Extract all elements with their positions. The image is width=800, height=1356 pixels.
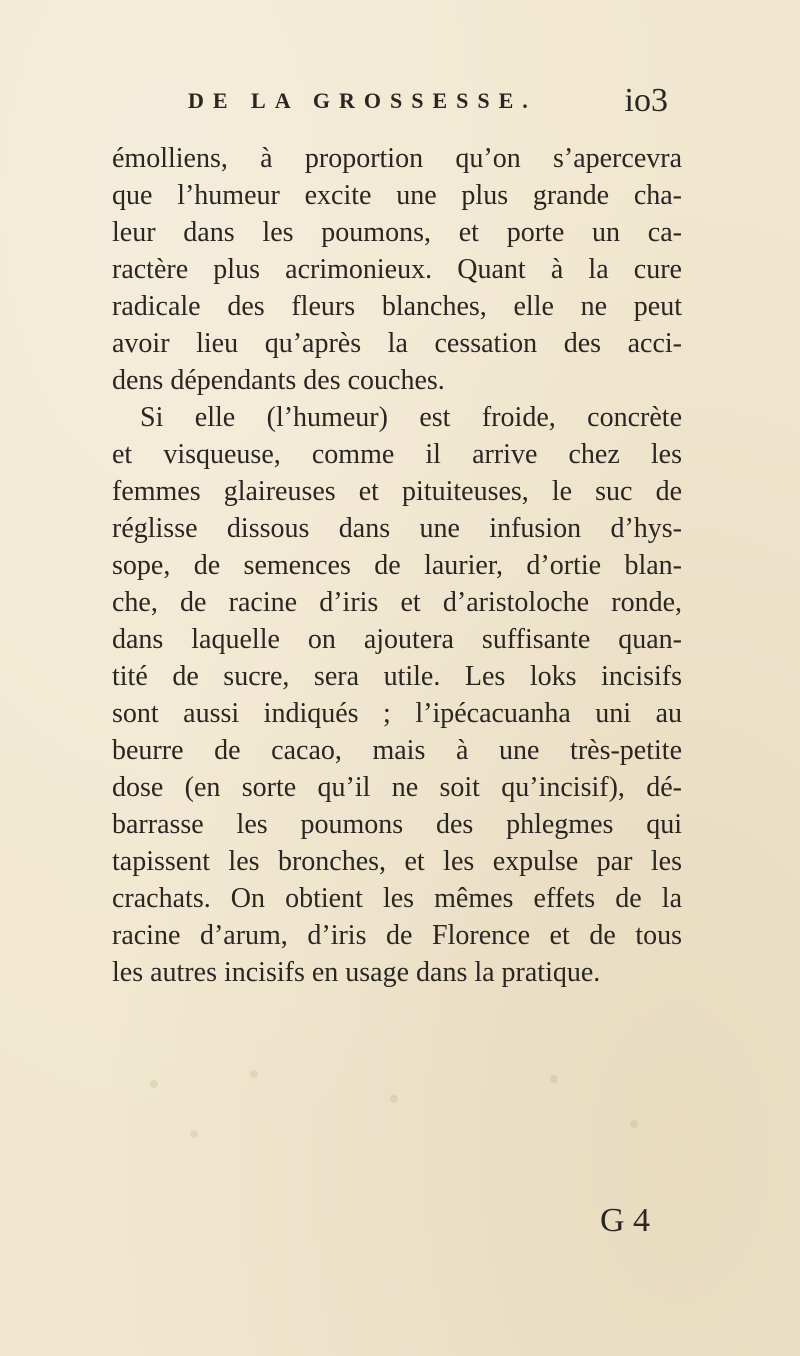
text-line: femmes glaireuses et pituiteuses, le suc de	[112, 476, 682, 507]
text-line: et visqueuse, comme il arrive chez les	[112, 439, 682, 470]
text-line: les autres incisifs en usage dans la pratique.	[112, 957, 601, 988]
show-through-marks	[130, 1060, 670, 1150]
running-head	[188, 82, 668, 122]
running-title: DE LA GROSSESSE.	[188, 88, 537, 113]
text-line: racine d’arum, d’iris de Florence et de tous	[112, 920, 682, 951]
text-line: que l’humeur excite une plus grande cha-	[112, 180, 682, 211]
text-line: che, de racine d’iris et d’aristoloche ronde,	[112, 587, 682, 618]
text-line: tapissent les bronches, et les expulse par les	[112, 846, 682, 877]
text-line: beurre de cacao, mais à une très-petite	[112, 735, 682, 766]
text-line: avoir lieu qu’après la cessation des acci-	[112, 328, 682, 359]
text-line: dens dépendants des couches.	[112, 365, 445, 396]
signature-mark: G 4	[600, 1202, 651, 1239]
text-line: sope, de semences de laurier, d’ortie blan-	[112, 550, 682, 581]
page-number: io3	[624, 82, 668, 119]
text-line: dose (en sorte qu’il ne soit qu’incisif), dé-	[112, 772, 682, 803]
text-line: sont aussi indiqués ; l’ipécacuanha uni au	[112, 698, 682, 729]
text-line: émolliens, à proportion qu’on s’apercevra	[112, 143, 682, 174]
text-line: leur dans les poumons, et porte un ca-	[112, 217, 682, 248]
text-line: ractère plus acrimonieux. Quant à la cure	[112, 254, 682, 285]
body-text	[112, 140, 682, 991]
text-line: réglisse dissous dans une infusion d’hys-	[112, 513, 682, 544]
text-line: tité de sucre, sera utile. Les loks incisifs	[112, 661, 682, 692]
text-line: crachats. On obtient les mêmes effets de la	[112, 883, 682, 914]
text-line: dans laquelle on ajoutera suffisante quan-	[112, 624, 682, 655]
text-line: Si elle (l’humeur) est froide, concrète	[140, 402, 682, 433]
text-line: radicale des fleurs blanches, elle ne peut	[112, 291, 682, 322]
text-line: barrasse les poumons des phlegmes qui	[112, 809, 682, 840]
